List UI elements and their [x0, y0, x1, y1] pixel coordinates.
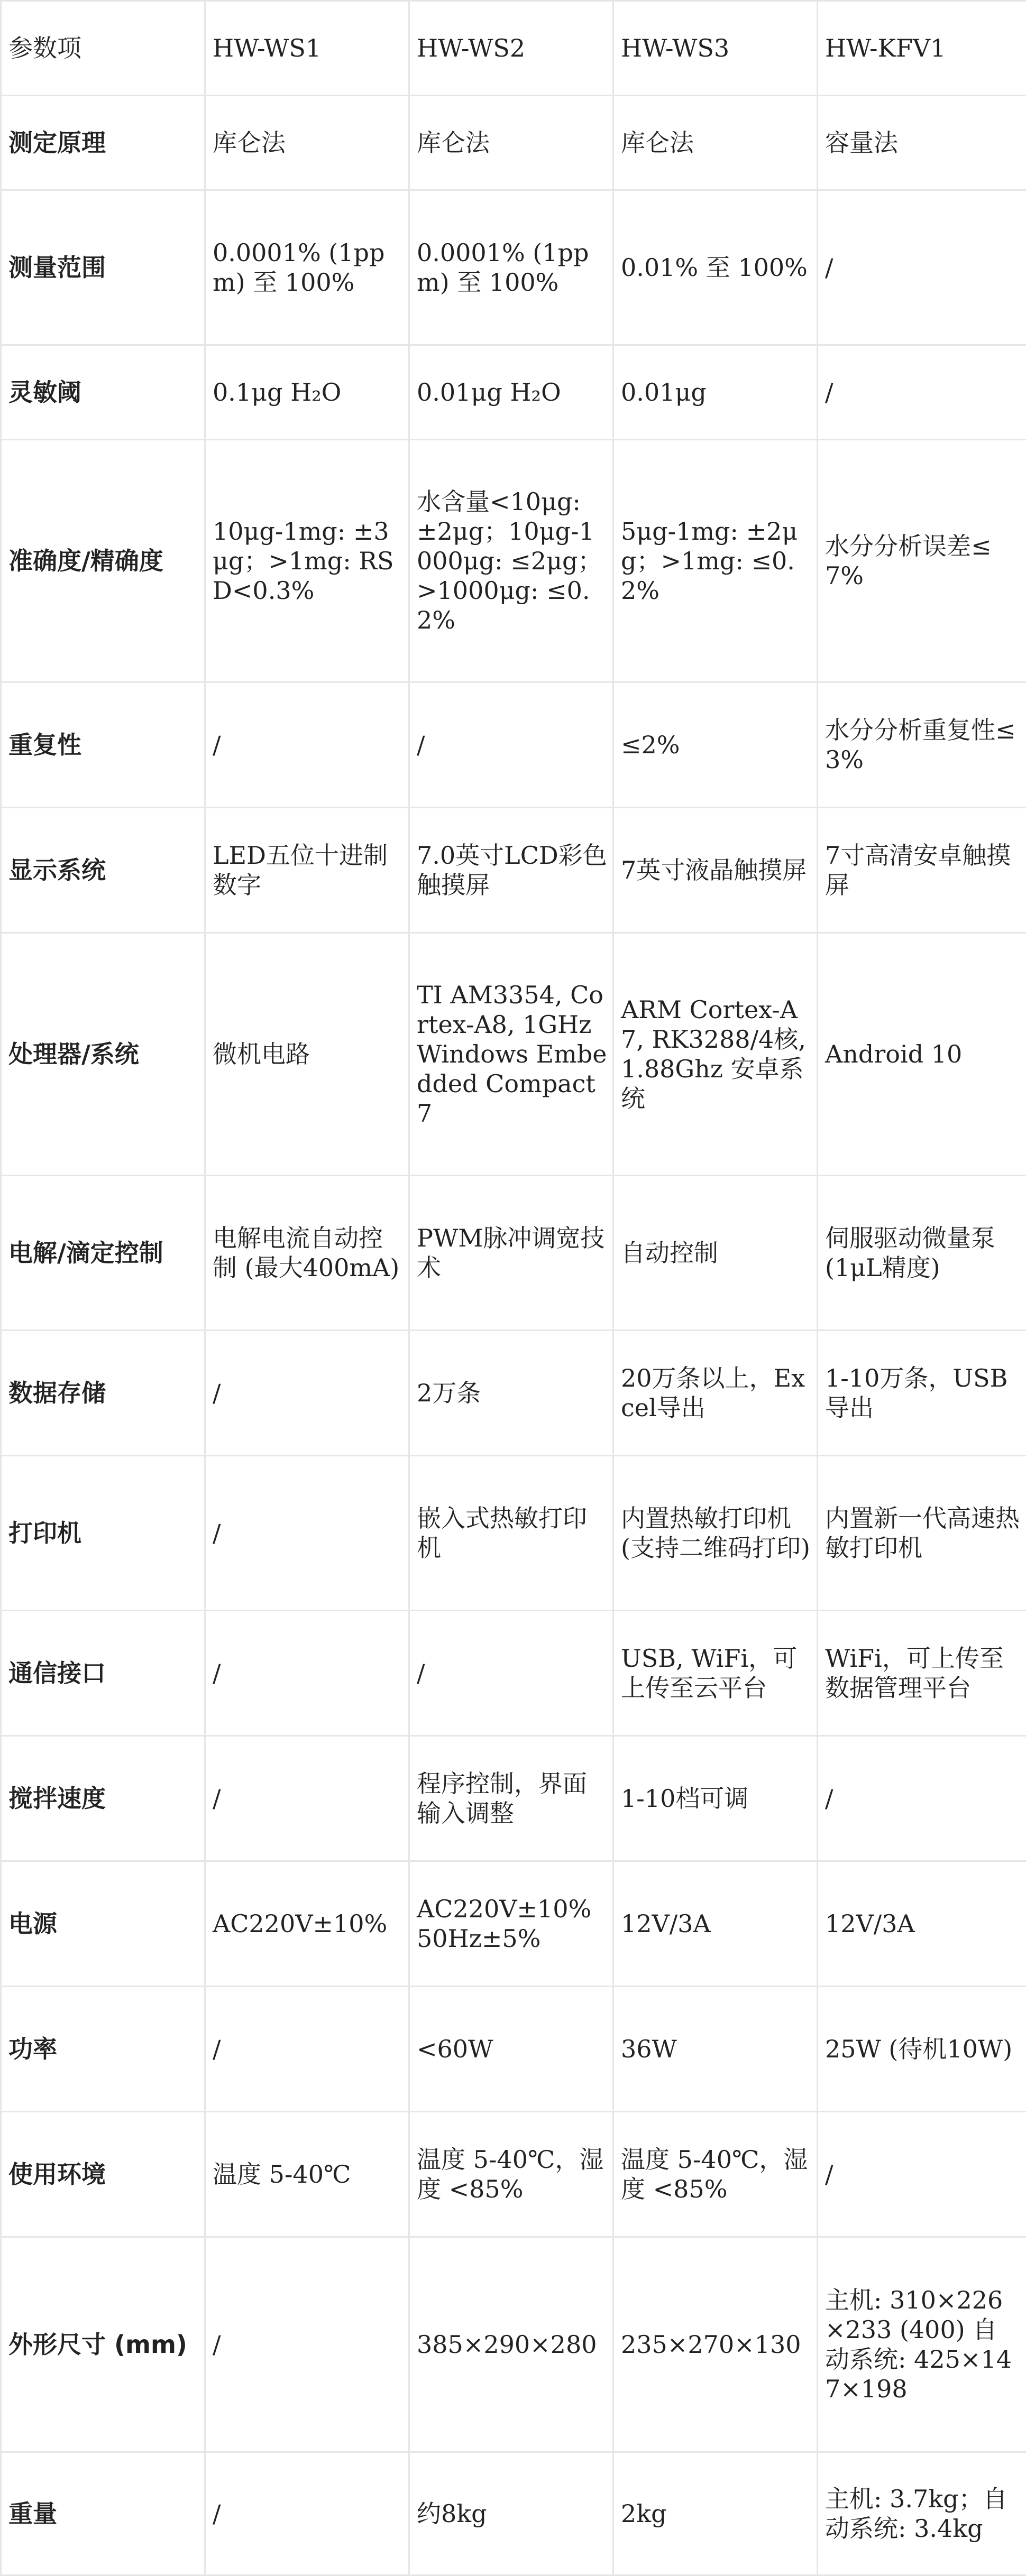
header-cell-hw-kfv1: HW-KFV1: [818, 1, 1026, 96]
value-cell: 235×270×130: [613, 2237, 818, 2452]
value-cell: 自动控制: [613, 1176, 818, 1331]
value-cell: /: [205, 1331, 409, 1456]
value-cell: 主机: 310×226×233 (400) 自动系统: 425×147×198: [818, 2237, 1026, 2452]
value-cell: 10μg-1mg: ±3μg；>1mg: RSD<0.3%: [205, 440, 409, 682]
value-cell: 嵌入式热敏打印机: [409, 1456, 613, 1611]
value-cell: 伺服驱动微量泵 (1μL精度): [818, 1176, 1026, 1331]
row-label-cell: 重复性: [1, 682, 205, 808]
value-cell: 电解电流自动控制 (最大400mA): [205, 1176, 409, 1331]
table-row: [1, 2112, 1026, 2237]
value-cell: 1-10万条，USB导出: [818, 1331, 1026, 1456]
value-cell: 温度 5-40℃，湿度 <85%: [409, 2112, 613, 2237]
header-cell-hw-ws1: HW-WS1: [205, 1, 409, 96]
value-cell: 温度 5-40℃: [205, 2112, 409, 2237]
row-label-cell: 准确度/精确度: [1, 440, 205, 682]
value-cell: WiFi，可上传至数据管理平台: [818, 1611, 1026, 1736]
value-cell: 微机电路: [205, 933, 409, 1176]
row-label-cell: 测定原理: [1, 96, 205, 190]
table-row: [1, 190, 1026, 345]
value-cell: /: [409, 682, 613, 808]
value-cell: 库仑法: [205, 96, 409, 190]
value-cell: /: [205, 1987, 409, 2112]
row-label-cell: 通信接口: [1, 1611, 205, 1736]
value-cell: 7.0英寸LCD彩色触摸屏: [409, 808, 613, 933]
row-label-cell: 电源: [1, 1861, 205, 1987]
value-cell: /: [818, 190, 1026, 345]
value-cell: 水含量<10μg: ±2μg；10μg-1000μg: ≤2μg；>1000μg: ≤0.2%: [409, 440, 613, 682]
header-cell-hw-ws3: HW-WS3: [613, 1, 818, 96]
value-cell: 内置新一代高速热敏打印机: [818, 1456, 1026, 1611]
value-cell: Android 10: [818, 933, 1026, 1176]
row-label-cell: 灵敏阈: [1, 345, 205, 440]
table-row: [1, 2452, 1026, 2575]
table-row: [1, 1456, 1026, 1611]
value-cell: 0.0001% (1ppm) 至 100%: [409, 190, 613, 345]
value-cell: USB, WiFi，可上传至云平台: [613, 1611, 818, 1736]
table-row: [1, 2237, 1026, 2452]
row-label-cell: 使用环境: [1, 2112, 205, 2237]
value-cell: 2万条: [409, 1331, 613, 1456]
header-cell-hw-ws2: HW-WS2: [409, 1, 613, 96]
row-label-cell: 测量范围: [1, 190, 205, 345]
value-cell: /: [205, 1611, 409, 1736]
value-cell: 0.1μg H₂O: [205, 345, 409, 440]
value-cell: 12V/3A: [818, 1861, 1026, 1987]
table-row: [1, 808, 1026, 933]
value-cell: /: [818, 1736, 1026, 1861]
table-row: [1, 1987, 1026, 2112]
value-cell: 5μg-1mg: ±2μg；>1mg: ≤0.2%: [613, 440, 818, 682]
table-row: [1, 1611, 1026, 1736]
value-cell: 0.01μg H₂O: [409, 345, 613, 440]
value-cell: 内置热敏打印机 (支持二维码打印): [613, 1456, 818, 1611]
value-cell: /: [818, 345, 1026, 440]
value-cell: ≤2%: [613, 682, 818, 808]
value-cell: 7英寸液晶触摸屏: [613, 808, 818, 933]
value-cell: 20万条以上，Excel导出: [613, 1331, 818, 1456]
value-cell: 2kg: [613, 2452, 818, 2575]
value-cell: /: [205, 1736, 409, 1861]
table-row: [1, 682, 1026, 808]
value-cell: /: [205, 682, 409, 808]
row-label-cell: 数据存储: [1, 1331, 205, 1456]
value-cell: 水分分析误差≤7%: [818, 440, 1026, 682]
row-label-cell: 电解/滴定控制: [1, 1176, 205, 1331]
header-cell-param: 参数项: [1, 1, 205, 96]
value-cell: 库仑法: [409, 96, 613, 190]
table-row: [1, 345, 1026, 440]
value-cell: 温度 5-40℃，湿度 <85%: [613, 2112, 818, 2237]
value-cell: /: [205, 1456, 409, 1611]
row-label-cell: 搅拌速度: [1, 1736, 205, 1861]
row-label-cell: 重量: [1, 2452, 205, 2575]
table-row: [1, 933, 1026, 1176]
table-row: [1, 1176, 1026, 1331]
value-cell: 0.01% 至 100%: [613, 190, 818, 345]
value-cell: /: [409, 1611, 613, 1736]
value-cell: 36W: [613, 1987, 818, 2112]
value-cell: 7寸高清安卓触摸屏: [818, 808, 1026, 933]
row-label-cell: 处理器/系统: [1, 933, 205, 1176]
table-row: [1, 1331, 1026, 1456]
value-cell: /: [818, 2112, 1026, 2237]
value-cell: /: [205, 2237, 409, 2452]
value-cell: AC220V±10%: [205, 1861, 409, 1987]
value-cell: PWM脉冲调宽技术: [409, 1176, 613, 1331]
table-row: [1, 96, 1026, 190]
value-cell: 12V/3A: [613, 1861, 818, 1987]
table-header-row: [1, 1, 1026, 96]
table-row: [1, 1736, 1026, 1861]
table-row: [1, 1861, 1026, 1987]
value-cell: /: [205, 2452, 409, 2575]
row-label-cell: 显示系统: [1, 808, 205, 933]
table-row: [1, 440, 1026, 682]
value-cell: 25W (待机10W): [818, 1987, 1026, 2112]
value-cell: 容量法: [818, 96, 1026, 190]
value-cell: 水分分析重复性≤3%: [818, 682, 1026, 808]
value-cell: TI AM3354, Cortex-A8, 1GHz Windows Embedded Compact 7: [409, 933, 613, 1176]
value-cell: 库仑法: [613, 96, 818, 190]
value-cell: 程序控制，界面输入调整: [409, 1736, 613, 1861]
row-label-cell: 打印机: [1, 1456, 205, 1611]
value-cell: 约8kg: [409, 2452, 613, 2575]
value-cell: 主机: 3.7kg；自动系统: 3.4kg: [818, 2452, 1026, 2575]
row-label-cell: 外形尺寸 (mm): [1, 2237, 205, 2452]
value-cell: AC220V±10% 50Hz±5%: [409, 1861, 613, 1987]
value-cell: ARM Cortex-A7, RK3288/4核, 1.88Ghz 安卓系统: [613, 933, 818, 1176]
value-cell: <60W: [409, 1987, 613, 2112]
value-cell: 0.01μg: [613, 345, 818, 440]
value-cell: 385×290×280: [409, 2237, 613, 2452]
row-label-cell: 功率: [1, 1987, 205, 2112]
value-cell: LED五位十进制数字: [205, 808, 409, 933]
value-cell: 1-10档可调: [613, 1736, 818, 1861]
value-cell: 0.0001% (1ppm) 至 100%: [205, 190, 409, 345]
